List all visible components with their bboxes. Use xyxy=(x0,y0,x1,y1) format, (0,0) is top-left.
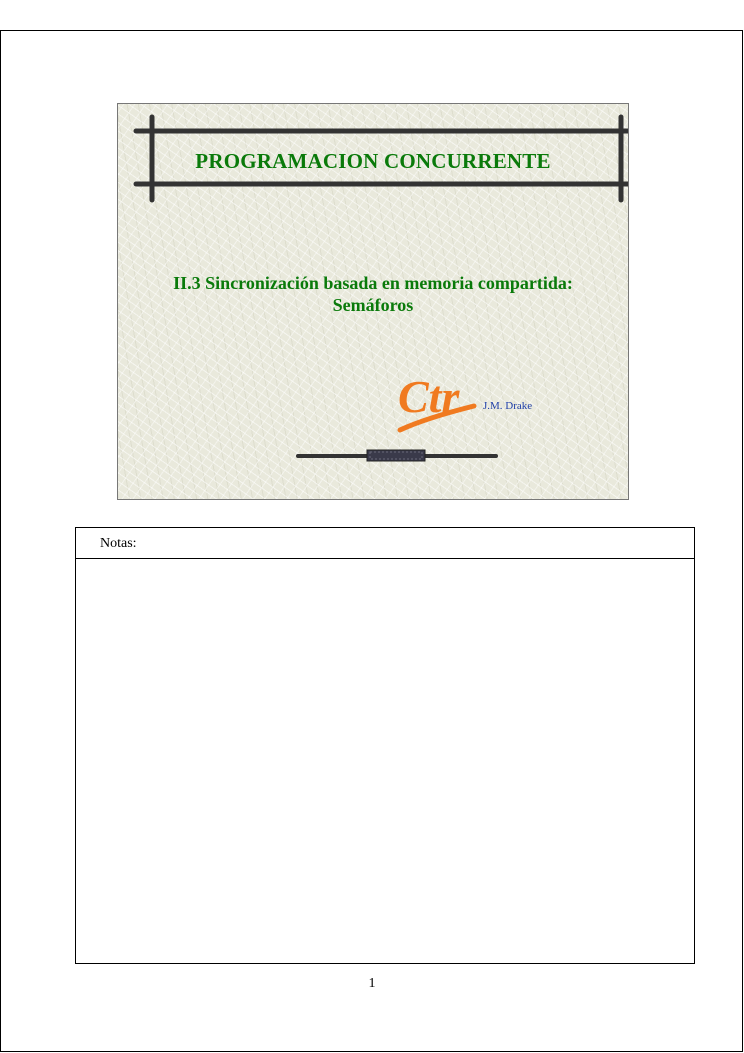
slide-title: PROGRAMACION CONCURRENTE xyxy=(195,149,551,173)
slide-subtitle-line1: II.3 Sincronización basada en memoria compartida: xyxy=(173,273,573,293)
notes-box xyxy=(75,527,695,964)
slide-subtitle-line2: Semáforos xyxy=(332,295,414,315)
author-name: J.M. Drake xyxy=(483,400,533,412)
notes-label: Notas: xyxy=(76,528,694,559)
ctr-logo xyxy=(396,362,482,438)
slide-subtitle xyxy=(128,272,618,316)
slide-thumbnail xyxy=(117,103,629,500)
page-number: 1 xyxy=(368,976,376,991)
svg-text:Ctr: Ctr xyxy=(398,371,460,422)
